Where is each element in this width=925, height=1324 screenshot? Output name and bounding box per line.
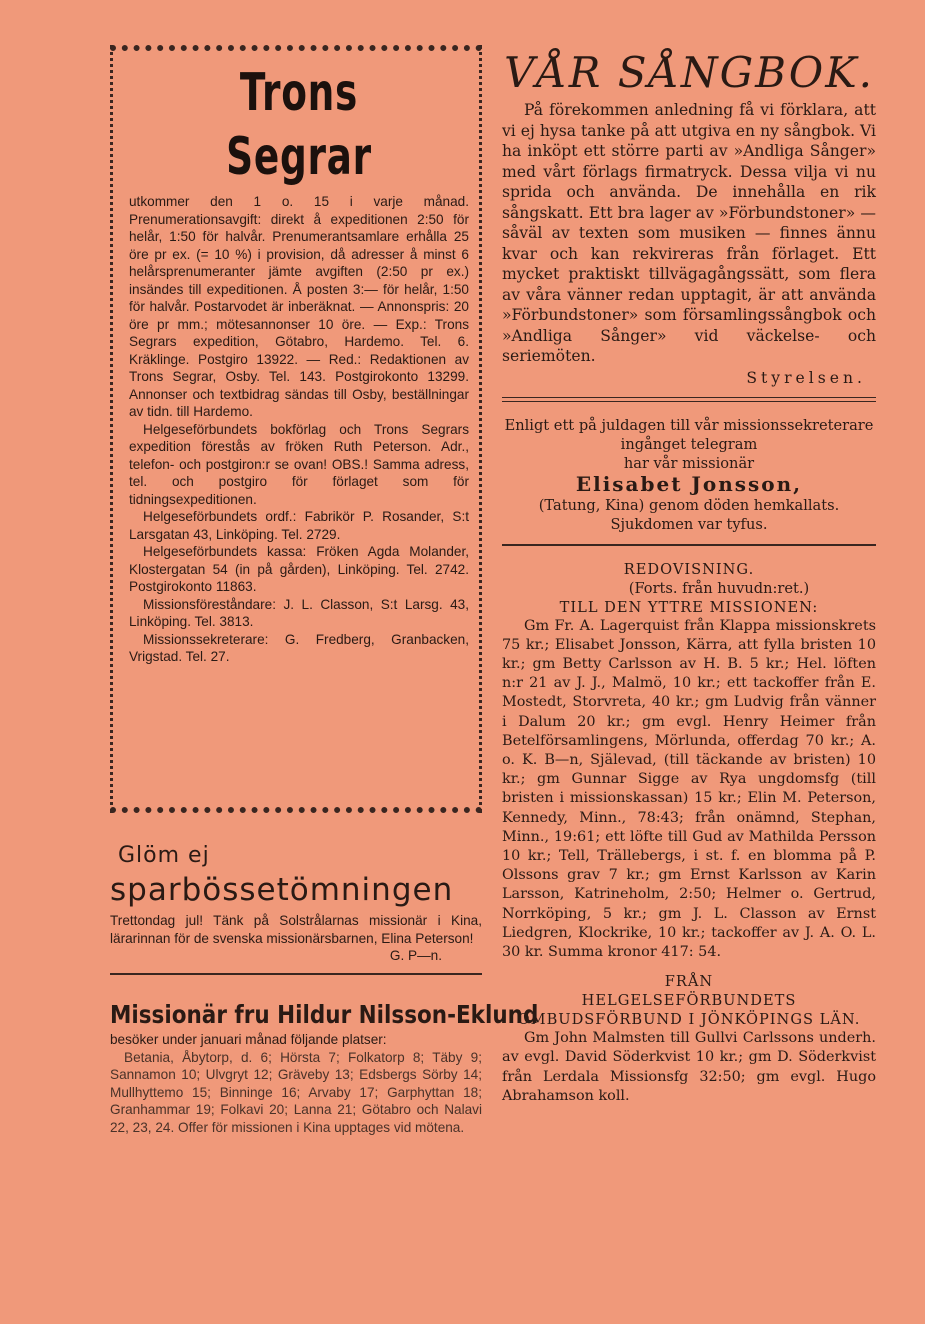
- accounts-title: REDOVISNING.: [623, 560, 755, 578]
- accounts-section-1-text: Gm Fr. A. Lagerquist från Klappa missionskrets 75 kr.; Elisabet Jonsson, Kärra, att fylla bristen 10 kr.; gm Betty Carlsson av H. B. 5 kr.; Hel. löften n:r 21 av J. J., Malmö, 10 kr.; ett tackoffer från E. Mostedt, Storvreta, 40 kr.; gm Ludvig från vänner i Dalum 20 kr.; gm evgl. Henry Heimer från Betelförsamlingens, Mörlunda, offerdag 70 kr.; A. o. K. B—n, Själevad, (till täckande av bristen) 10 kr.; gm Gunnar Sigge av Rya ungdomsfg (till bristen i missionskassan) 15 kr.; Elin M. Peterson, Kennedy, Minn., 78:43; från onämnd, Stephan, Minn., 19:61; ett löfte till Gud av Mathilda Persson 10 kr.; Tell, Trällebergs, i st. f. en blomma på P. Olssons grav 7 kr.; gm Ernst Karlsson av Karin Larsson, Katrineholm, 2:50; Helmer o. Gertrud, Norrköping, 5 kr.; gm J. L. Classon av Ernst Liedgren, Klockrike, 10 kr.; tackoffer av J. A. O. L. 30 kr. Summa kronor 417: 54.: [502, 617, 876, 960]
- notice-line-1: Enligt ett på juldagen till vår missionssekreterare ingånget telegram: [504, 416, 874, 453]
- reminder-headline: sparbössetömningen: [110, 872, 454, 908]
- reminder-text: Trettondag jul! Tänk på Solstrålarnas missionär i Kina, lärarinnan för de svenska missionärsbarnen, Elina Peterson!: [110, 913, 482, 946]
- accounts-section-2-title-a: FRÅN: [664, 973, 714, 991]
- accounts-section-2-title-b: HELGELSEFÖRBUNDETS OMBUDSFÖRBUND I JÖNKÖPINGS LÄN.: [517, 992, 861, 1029]
- songbook-text: På förekommen anledning få vi förklara, att vi ej hysa tanke på att utgiva en ny sångbok. Vi ha inköpt ett större parti av »Andliga Sånger» med vårt förlags firmatryck. Dessa vilja vi nu sprida och använda. De innehålla en rik sångskatt. Ett bra lager av »Förbundstoner» — såväl av texten som musiken — finnes ännu kvar och kan rekvireras från förlaget. Ett mycket praktiskt tillvägagångssätt, som flera av våra vänner redan upptagit, är att använda »Förbundstoner» som församlingssångbok och »Andliga Sånger» vid väckelse- och seriemöten.: [502, 101, 876, 365]
- reminder-signoff: G. P—n.: [389, 948, 442, 963]
- masthead-publisher-paragraph: Helgeseförbundets bokförlag och Trons Segrars expedition förestås av fröken Ruth Peterson. Adr., telefon- och postgiron:r se ovan! OBS.! Samma adress, tel. och postgiro för förlaget som för tidningsexpeditionen.: [129, 421, 469, 507]
- notice-line-3: (Tatung, Kina) genom döden hemkallats.: [538, 496, 840, 514]
- missionary-itinerary: Betania, Åbytorp, d. 6; Hörsta 7; Folkatorp 8; Täby 9; Sannamon 10; Ulvgryt 12; Gräveby 13; Edsbergs Sörby 14; Mullhyttemo 15; Binninge 16; Arvaby 17; Garphyttan 18; Granhammar 19; Folkavi 20; Lanna 21; Götabro och Nalavi 22, 23, 24. Offer för missionen i Kina upptages vid mötena.: [110, 1049, 482, 1135]
- masthead-box: [110, 45, 482, 813]
- missionary-title: Missionär fru Hildur Nilsson-Eklund: [110, 1000, 539, 1029]
- masthead-mission-secretary-paragraph: Missionssekreterare: G. Fredberg, Granbacken, Vrigstad. Tel. 27.: [129, 631, 469, 664]
- accounts-section-1-title: TILL DEN YTTRE MISSIONEN:: [559, 598, 819, 616]
- reminder-block: [110, 835, 482, 989]
- masthead-mission-director-paragraph: Missionsföreståndare: J. L. Classon, S:t Larsg. 43, Linköping. Tel. 3813.: [129, 596, 469, 629]
- notice-line-2: har vår missionär: [623, 454, 755, 472]
- right-column: [502, 48, 876, 1106]
- songbook-title: VÅR SÅNGBOK.: [504, 48, 874, 97]
- masthead-info-paragraph: utkommer den 1 o. 15 i varje månad. Prenumerationsavgift: direkt å expeditionen 2:50 för helår, 1:50 för halvår. Prenumerantsamlare erhålla 25 öre pr ex. (= 10 %) i provision, då adresser å minst 6 helårsprenumeranter jämte avgiften (2:50 pr ex.) insändes till expeditionen. Å posten 3:— för helår, 1:50 för halvår. Postarvodet är inberäknat. — Annonspris: 20 öre pr mm.; mötesannonser 10 öre. — Exp.: Trons Segrars expedition, Götabro, Hardemo. Tel. 6. Kräklinge. Postgiro 13922. — Red.: Redaktionen av Trons Segrar, Osby. Tel. 143. Postgirokonto 13299. Annonser och textbidrag sändas till Osby, beställningar av tidn. till Hardemo.: [129, 194, 469, 419]
- missionary-block: [110, 1000, 539, 1136]
- accounts-subtitle: (Forts. från huvudn:ret.): [628, 579, 810, 597]
- masthead-title: Trons Segrar: [226, 63, 372, 187]
- death-notice: [502, 416, 876, 534]
- masthead-chairman-paragraph: Helgeseförbundets ordf.: Fabrikör P. Rosander, S:t Larsgatan 43, Linköping. Tel. 2729.: [129, 509, 469, 542]
- section-divider: [502, 544, 876, 546]
- accounts-section-2-text: Gm John Malmsten till Gullvi Carlssons underh. av evgl. David Söderkvist 10 kr.; gm D. Söderkvist från Lerdala Missionsfg 32:50; gm evgl. Hugo Abrahamson koll.: [502, 1030, 876, 1104]
- reminder-title: Glöm ej: [118, 843, 210, 868]
- section-divider: [110, 973, 482, 975]
- notice-name: Elisabet Jonsson,: [575, 471, 803, 496]
- songbook-signoff: Styrelsen.: [746, 368, 866, 387]
- notice-line-4: Sjukdomen var tyfus.: [610, 515, 768, 533]
- missionary-intro: besöker under januari månad följande platser:: [110, 1032, 387, 1047]
- double-divider: [502, 397, 876, 402]
- masthead-treasurer-paragraph: Helgeseförbundets kassa: Fröken Agda Molander, Klostergatan 54 (in på gården), Linköping. Tel. 2742. Postgirokonto 11863.: [129, 544, 469, 594]
